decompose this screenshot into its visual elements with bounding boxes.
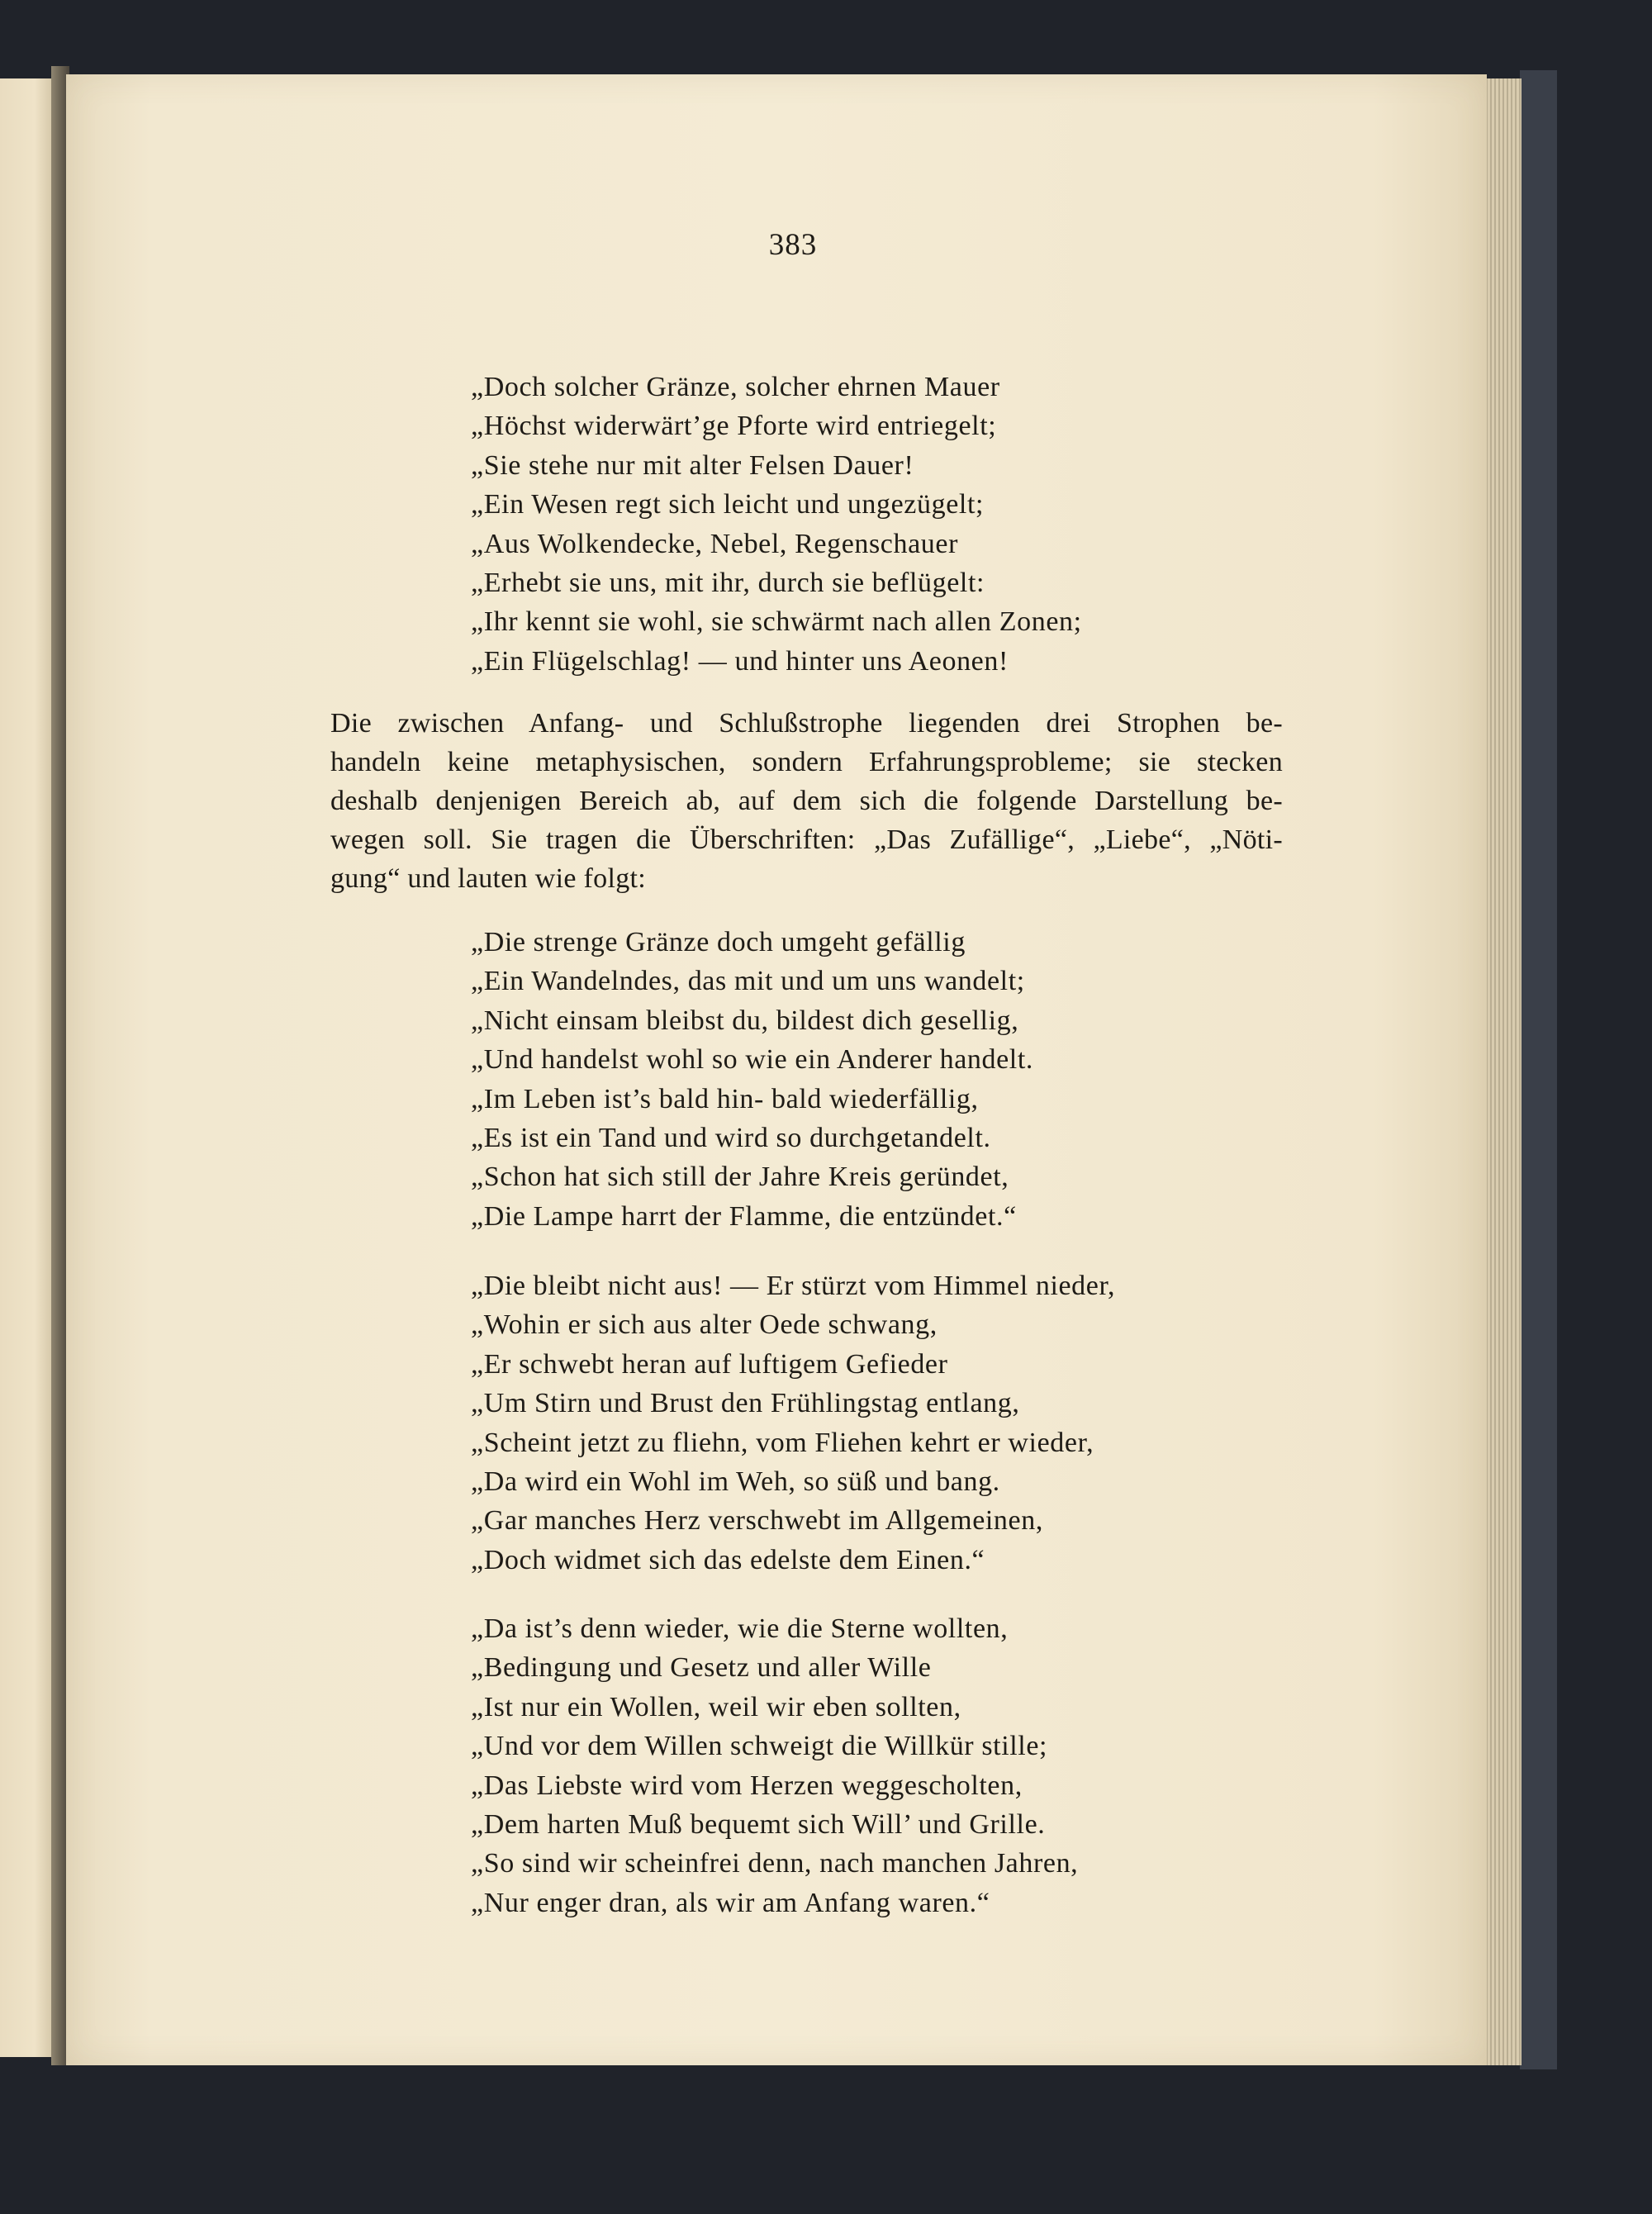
verse-line: „Schon hat sich still der Jahre Kreis geründet, [471, 1162, 1009, 1193]
verse-line: „Da ist’s denn wieder, wie die Sterne wollten, [471, 1613, 1009, 1644]
verse-line: „Wohin er sich aus alter Oede schwang, [471, 1309, 938, 1341]
prose-paragraph [330, 704, 1283, 898]
verse-line: „Aus Wolkendecke, Nebel, Regenschauer [471, 528, 959, 559]
verse-line: „Die bleibt nicht aus! — Er stürzt vom Himmel nieder, [471, 1271, 1116, 1301]
book-page [66, 74, 1487, 2065]
verse-line: „Dem harten Muß bequemt sich Will’ und Grille. [471, 1809, 1046, 1841]
verse-line: „Doch widmet sich das edelste dem Einen.“ [471, 1544, 985, 1575]
verse-line: „Nur enger dran, als wir am Anfang waren.“ [471, 1887, 990, 1918]
facing-page-edge [0, 78, 58, 2057]
verse-line: „So sind wir scheinfrei denn, nach manchen Jahren, [471, 1848, 1079, 1879]
prose-line: wegen soll. Sie tragen die Überschriften: „Das Zufällige“, „Liebe“, „Nöti- [330, 824, 1283, 855]
verse-line: „Höchst widerwärt’ge Pforte wird entriegelt; [471, 411, 997, 442]
verse-line: „Ein Wandelndes, das mit und um uns wandelt; [471, 966, 1025, 997]
verse-line: „Das Liebste wird vom Herzen weggescholten, [471, 1770, 1023, 1801]
verse-line: „Ein Wesen regt sich leicht und ungezügelt; [471, 489, 985, 520]
verse-line: „Ist nur ein Wollen, weil wir eben sollten, [471, 1691, 961, 1722]
prose-line: deshalb denjenigen Bereich ab, auf dem sich die folgende Darstellung be- [330, 786, 1283, 816]
verse-line: „Scheint jetzt zu fliehn, vom Fliehen kehrt er wieder, [471, 1427, 1094, 1458]
prose-line: handeln keine metaphysischen, sondern Erfahrungsprobleme; sie stecken [330, 747, 1283, 777]
verse-line: „Erhebt sie uns, mit ihr, durch sie beflügelt: [471, 568, 985, 599]
verse-line: „Ihr kennt sie wohl, sie schwärmt nach allen Zonen; [471, 606, 1082, 638]
verse-line: „Ein Flügelschlag! — und hinter uns Aeonen! [471, 645, 1009, 677]
verse-line: „Es ist ein Tand und wird so durchgetandelt. [471, 1123, 991, 1154]
stanza-noetigung [471, 1609, 1078, 1922]
verse-line: „Er schwebt heran auf luftigem Gefieder [471, 1348, 948, 1380]
verse-line: „Die strenge Gränze doch umgeht gefällig [471, 927, 966, 957]
stanza-liebe [471, 1266, 1115, 1580]
verse-line: „Sie stehe nur mit alter Felsen Dauer! [471, 449, 914, 481]
verse-line: „Die Lampe harrt der Flamme, die entzündet.“ [471, 1200, 1017, 1232]
verse-line: „Bedingung und Gesetz und aller Wille [471, 1652, 932, 1684]
verse-line: „Um Stirn und Brust den Frühlingstag entlang, [471, 1388, 1020, 1419]
page-stack-edges [1483, 78, 1521, 2065]
stanza-das-zufaellige [471, 923, 1033, 1236]
verse-line: „Gar manches Herz verschwebt im Allgemeinen, [471, 1505, 1043, 1537]
verse-line: „Doch solcher Gränze, solcher ehrnen Mauer [471, 372, 1000, 402]
prose-line: Die zwischen Anfang- und Schlußstrophe liegenden drei Strophen be- [330, 708, 1283, 739]
verse-line: „Nicht einsam bleibst du, bildest dich gesellig, [471, 1005, 1019, 1036]
verse-line: „Und handelst wohl so wie ein Anderer handelt. [471, 1044, 1033, 1076]
book-cover-edge [1520, 70, 1557, 2069]
verse-line: „Da wird ein Wohl im Weh, so süß und bang. [471, 1466, 1000, 1498]
verse-line: „Und vor dem Willen schweigt die Willkür stille; [471, 1731, 1048, 1762]
verse-line: „Im Leben ist’s bald hin- bald wiederfällig, [471, 1083, 979, 1114]
page-number: 383 [768, 228, 818, 262]
stanza-intro-end [471, 368, 1082, 681]
prose-line: gung“ und lauten wie folgt: [330, 863, 647, 894]
